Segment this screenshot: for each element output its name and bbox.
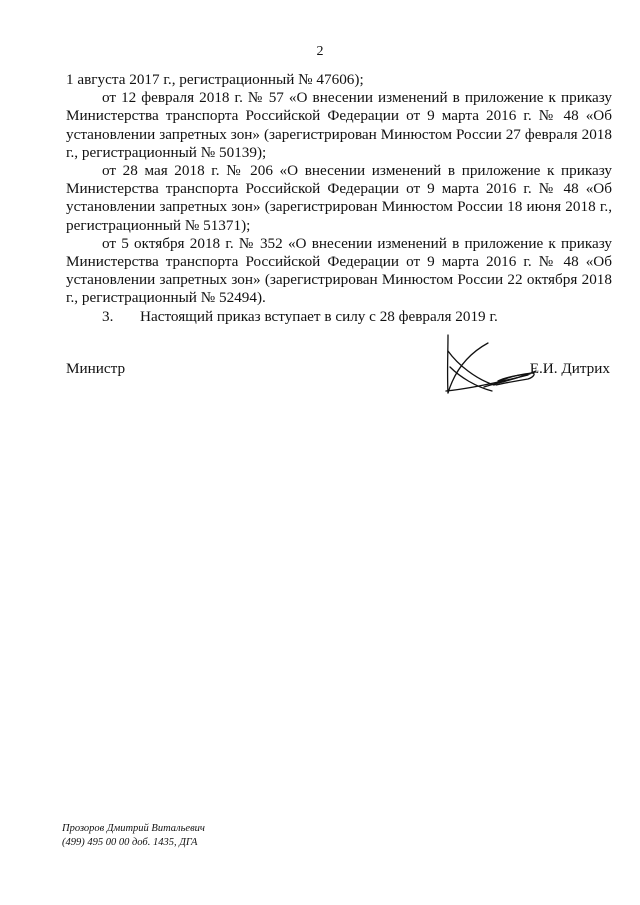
clause-3 [66,308,612,326]
signer-title: Министр [66,360,126,377]
signer-name: Е.И. Дитрих [529,360,610,377]
page-number: 2 [316,44,324,59]
executor-name: Прозоров Дмитрий Витальевич [62,823,205,834]
executor-info [62,822,205,850]
signature-block [66,360,612,400]
document-body [66,71,612,326]
clause-text: Настоящий приказ вступает в силу с 28 февраля 2019 г. [140,307,498,325]
paragraph-order-57: от 12 февраля 2018 г. № 57 «О внесении изменений в приложение к приказу Министерства транспорта Российской Федерации от 9 марта 2016 г. № 48 «Об установлении запретных зон» (зарегистрирован Минюстом России 27 февраля 2018 г., регистрационный № 50139); [66,89,612,161]
paragraph-order-352: от 5 октября 2018 г. № 352 «О внесении изменений в приложение к приказу Министерства транспорта Российской Федерации от 9 марта 2016 г. № 48 «Об установлении запретных зон» (зарегистрирован Минюстом России 22 октября 2018 г., регистрационный № 52494). [66,234,612,307]
executor-phone: (499) 495 00 00 доб. 1435, ДГА [62,837,198,848]
paragraph-continuation: 1 августа 2017 г., регистрационный № 47606); [66,71,364,88]
paragraph-order-206: от 28 мая 2018 г. № 206 «О внесении изменений в приложение к приказу Министерства транспорта Российской Федерации от 9 марта 2016 г. № 48 «Об установлении запретных зон» (зарегистрирован Минюстом России 18 июня 2018 г., регистрационный № 51371); [66,162,612,234]
clause-number: 3. [102,307,114,325]
